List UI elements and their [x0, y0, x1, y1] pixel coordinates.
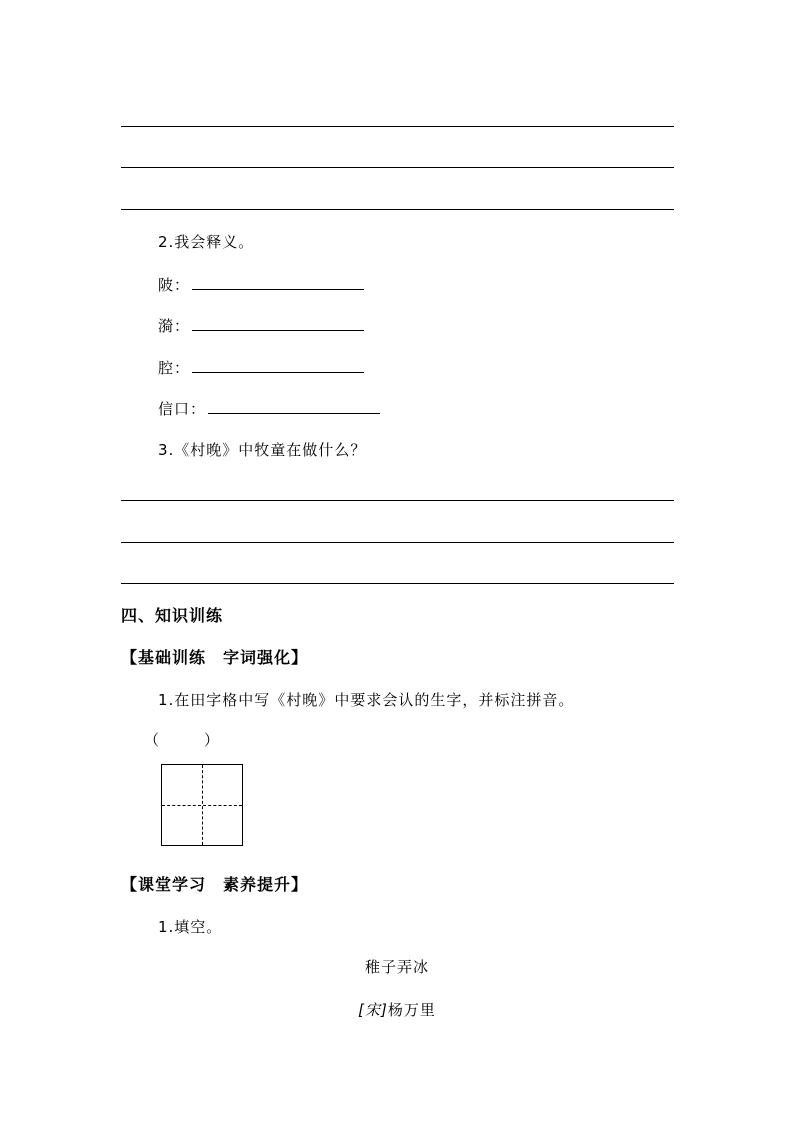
- q2-item-3-label: 腔：: [158, 359, 191, 377]
- basic-q1: 1.在田字格中写《村晚》中要求会认的生字，并标注拼音。: [158, 691, 575, 709]
- q2-title: 2.我会释义。: [158, 233, 255, 251]
- q2-item-4-blank[interactable]: [208, 399, 380, 414]
- tianzige-horizontal-guide: [162, 805, 242, 806]
- classroom-header: 【课堂学习 素养提升】: [121, 875, 309, 894]
- q2-item-2-label: 漪：: [158, 317, 191, 335]
- answer-line-3: [121, 209, 674, 210]
- pinyin-bracket: [144, 730, 220, 750]
- pinyin-bracket-close: ）: [204, 731, 221, 749]
- pinyin-bracket-open: （: [144, 731, 161, 749]
- q2-item-4-label: 信口：: [158, 400, 207, 418]
- poem-byline: [0, 1000, 794, 1020]
- poem-dynasty: [宋]: [358, 1001, 388, 1019]
- poem-title: 稚子弄冰: [364, 958, 429, 976]
- basic-training-header: 【基础训练 字词强化】: [121, 648, 309, 667]
- tianzige-grid[interactable]: [161, 764, 243, 846]
- q2-item-4: [158, 399, 380, 419]
- classroom-q1: 1.填空。: [158, 918, 223, 936]
- q2-item-2-blank[interactable]: [192, 316, 364, 331]
- answer-line-6: [121, 583, 674, 584]
- q2-item-3-blank[interactable]: [192, 358, 364, 373]
- q2-item-2: [158, 316, 364, 336]
- answer-line-1: [121, 126, 674, 127]
- q2-item-1-label: 陂：: [158, 276, 191, 294]
- q2-item-1: [158, 275, 364, 295]
- q3-title: 3.《村晚》中牧童在做什么？: [158, 441, 367, 459]
- answer-line-2: [121, 167, 674, 168]
- answer-line-5: [121, 542, 674, 543]
- q2-item-3: [158, 358, 364, 378]
- poem-author: 杨万里: [387, 1001, 436, 1019]
- q2-item-1-blank[interactable]: [192, 275, 364, 290]
- answer-line-4: [121, 500, 674, 501]
- section4-title: 四、知识训练: [121, 606, 224, 625]
